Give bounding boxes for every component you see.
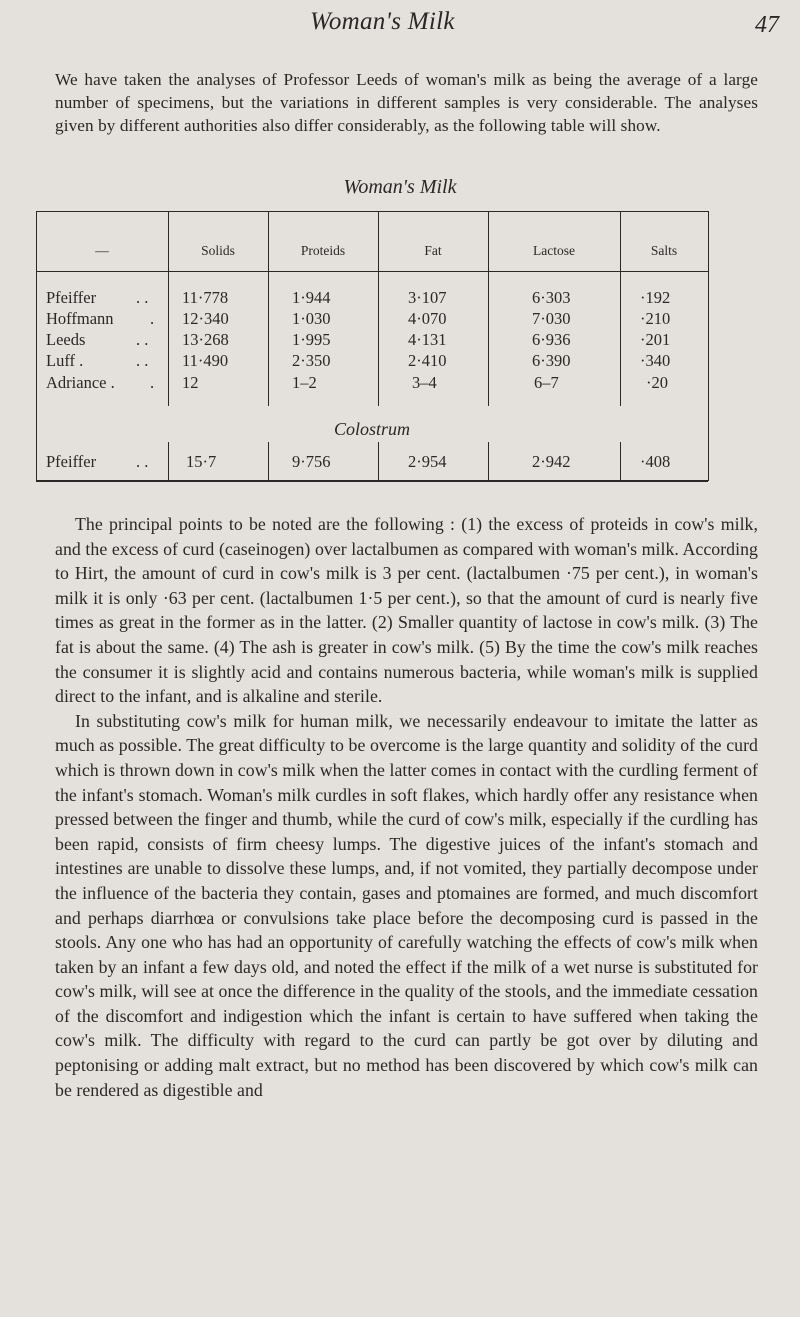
cell-lactose: 2·942 [532, 452, 571, 471]
row-dots: . . [136, 330, 149, 349]
colostrum-rule-2 [168, 442, 169, 480]
running-head [0, 6, 800, 42]
body-paragraph: In substituting cow's milk for human milk, we necessarily endeavour to imitate the latter as much as possible. The great difficulty to be overcome is the large quantity and solidity of the curd which is thrown down in cow's milk when the latter comes in contact with the curdling ferment of the infant's stomach. Woman's milk curdles in soft flakes, which hardly offer any resistance when pressed between the finger and thumb, while the curd of cow's milk, especially if the curdling has been rapid, consists of firm cheesy lumps. The digestive juices of the infant's stomach and intestines are unable to dissolve these lumps, and, if not vomited, they partially decompose under the influence of the bacteria they contain, gases and ptomaines are formed, and much discomfort and perhaps diarrhœa or convulsions take place before the decomposing curd is passed in the stools. Any one who has had an opportunity of carefully watching the effects of cow's milk when taken by an infant a few days old, and noted the effect if the milk of a wet nurse is substituted for cow's milk, will see at once the difference in the quality of the stools, and the immediate cessation of the discomfort and indigestion which the infant is certain to have suffered when taking the cow's milk. The difficulty with regard to the curd can partly be got over by diluting and peptonising or adding malt extract, but no method has been discovered by which cow's milk can be rendered as digestible and [55, 710, 758, 1100]
cell-fat: 3–4 [412, 373, 437, 392]
row-dots: . . [136, 288, 149, 307]
column-rule-6 [620, 211, 621, 406]
header-fat: Fat [424, 243, 442, 258]
body-text [55, 512, 758, 1102]
row-dots: . [150, 309, 155, 328]
header-salts: Salts [650, 243, 678, 258]
cell-proteids: 2·350 [292, 351, 331, 370]
row-name: Luff . [46, 351, 84, 370]
row-name: Pfeiffer [46, 452, 97, 471]
row-dots: . [150, 373, 155, 392]
cell-lactose: 7·030 [532, 309, 571, 328]
cell-salts: ·20 [646, 373, 668, 392]
cell-solids: 12·340 [182, 309, 229, 328]
cell-salts: ·340 [640, 351, 671, 370]
header-dash: — [95, 243, 109, 258]
header-lactose: Lactose [533, 243, 575, 258]
colostrum-rule-5 [488, 442, 489, 480]
colostrum-title: Colostrum [333, 419, 411, 439]
header-bottom-rule [36, 271, 708, 272]
table-title: Woman's Milk [343, 176, 457, 198]
cell-proteids: 1·995 [292, 330, 331, 349]
cell-fat: 2·954 [408, 452, 447, 471]
cell-proteids: 1·030 [292, 309, 331, 328]
row-dots: . . [136, 351, 149, 370]
header-solids: Solids [201, 243, 235, 258]
row-name: Hoffmann [46, 309, 114, 328]
cell-fat: 4·131 [408, 330, 447, 349]
cell-solids: 11·778 [182, 288, 229, 307]
cell-proteids: 1·944 [292, 288, 331, 307]
cell-proteids: 1–2 [292, 373, 317, 392]
column-rule-7 [708, 211, 709, 481]
colostrum-rule-3 [268, 442, 269, 480]
milk-analysis-table [36, 211, 708, 481]
table-top-rule [36, 211, 708, 212]
row-name: Adriance . [46, 373, 115, 392]
running-title: Woman's Milk [310, 8, 455, 35]
cell-solids: 12 [182, 373, 199, 392]
header-proteids: Proteids [300, 243, 346, 258]
intro-paragraph: We have taken the analyses of Professor Leeds of woman's milk as being the average of a large number of specimens, but the variations in different samples is very considerable. The analyses given by different authorities also differ considerably, as the following table will show. [55, 70, 758, 136]
cell-solids: 15·7 [186, 452, 217, 471]
cell-salts: ·408 [640, 452, 671, 471]
cell-salts: ·192 [640, 288, 671, 307]
column-rule-5 [488, 211, 489, 406]
column-rule-2 [168, 211, 169, 406]
cell-salts: ·201 [640, 330, 671, 349]
column-rule-4 [378, 211, 379, 406]
table-bottom-rule [36, 480, 708, 482]
cell-lactose: 6·936 [532, 330, 571, 349]
cell-solids: 11·490 [182, 351, 229, 370]
row-name: Pfeiffer [46, 288, 97, 307]
cell-lactose: 6–7 [534, 373, 559, 392]
row-name: Leeds [46, 330, 86, 349]
cell-fat: 3·107 [408, 288, 447, 307]
colostrum-rule-4 [378, 442, 379, 480]
cell-solids: 13·268 [182, 330, 229, 349]
row-dots: . . [136, 452, 149, 471]
cell-fat: 4·070 [408, 309, 447, 328]
page-number: 47 [755, 12, 779, 38]
cell-proteids: 9·756 [292, 452, 331, 471]
cell-lactose: 6·390 [532, 351, 571, 370]
body-paragraph: The principal points to be noted are the following : (1) the excess of proteids in cow's milk, and the excess of curd (caseinogen) over lactalbumen as compared with woman's milk. According to Hirt, the amount of curd in cow's milk is 3 per cent. (lactalbumen ·75 per cent.), in woman's milk it is only ·63 per cent. (lactalbumen 1·5 per cent.), so that the amount of curd is nearly five times as great in the former as in the latter. (2) Smaller quantity of lactose in cow's milk. (3) The fat is about the same. (4) The ash is greater in cow's milk. (5) By the time the cow's milk reaches the consumer it is slightly acid and contains numerous bacteria, while woman's milk is supplied direct to the infant, and is alkaline and sterile. [55, 514, 758, 707]
cell-salts: ·210 [640, 309, 671, 328]
cell-lactose: 6·303 [532, 288, 571, 307]
colostrum-rule-6 [620, 442, 621, 480]
cell-fat: 2·410 [408, 351, 447, 370]
column-rule-3 [268, 211, 269, 406]
